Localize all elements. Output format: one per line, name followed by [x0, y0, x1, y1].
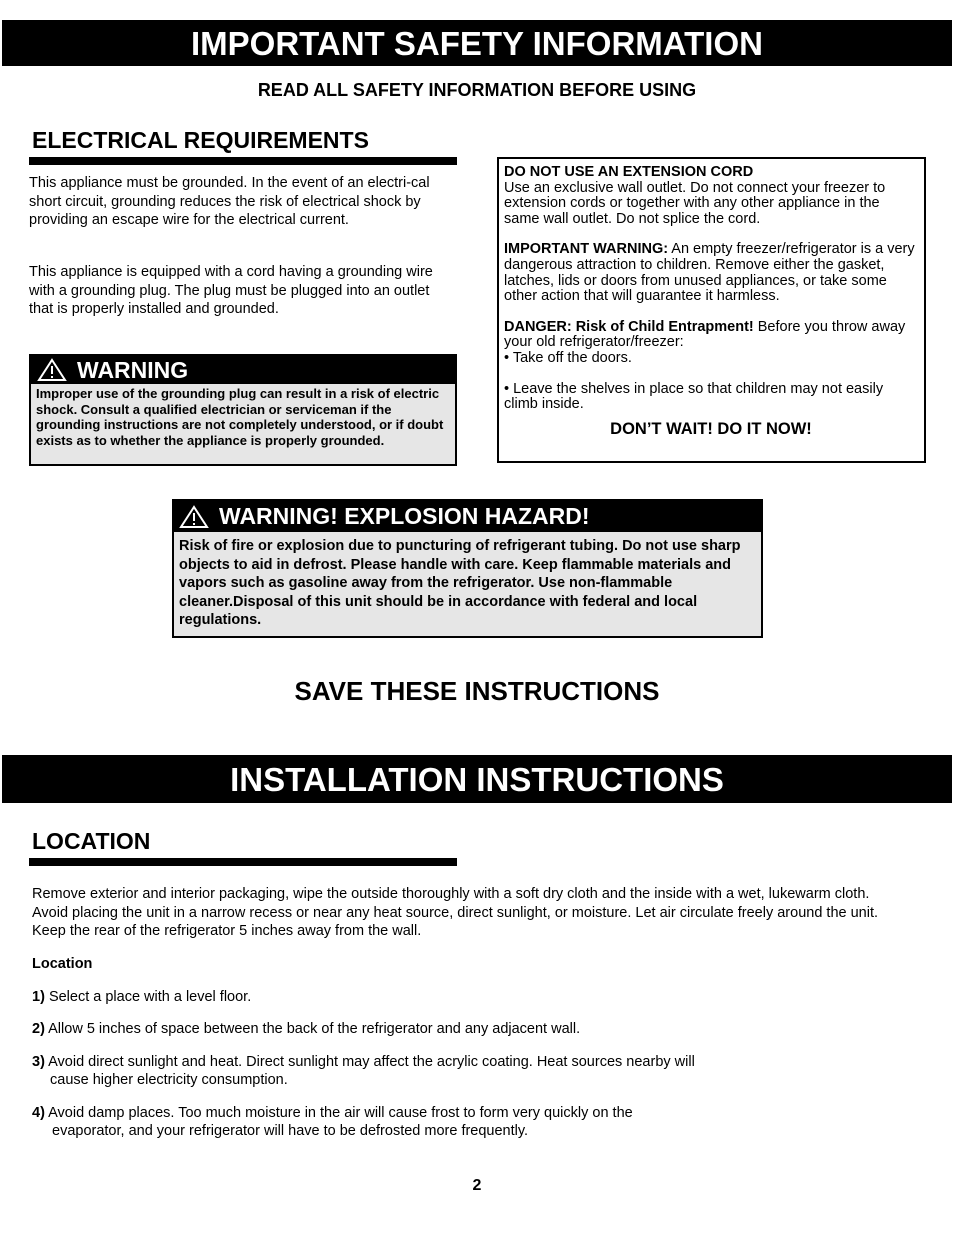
explosion-header — [174, 501, 761, 532]
location-title: LOCATION — [32, 828, 151, 854]
electrical-para-2: This appliance is equipped with a cord having a grounding wire with a grounding plug. The plug must be plugged into an outlet that is properly installed and grounded. — [29, 264, 433, 317]
danger-label: DANGER: Risk of Child Entrapment! — [504, 318, 754, 335]
save-instructions-heading: SAVE THESE INSTRUCTIONS — [294, 676, 660, 706]
location-list-heading: Location — [32, 956, 93, 972]
danger-text: Before you throw away your old refrigerator/freezer: — [504, 318, 906, 351]
warning-header — [31, 356, 455, 384]
location-title-rule — [29, 858, 457, 866]
page-number: 2 — [472, 1177, 482, 1194]
list-item: 4) Avoid damp places. Too much moisture in the air will cause frost to form very quickly on the evaporator, and your refrigerator will have to be defrosted more frequently. — [32, 1104, 633, 1139]
electrical-title-rule — [29, 157, 457, 165]
bullet-doors: • Take off the doors. — [504, 349, 632, 366]
list-item: 3) Avoid direct sunlight and heat. Direct sunlight may affect the acrylic coating. Heat sources nearby will cause higher electricity consumption. — [32, 1053, 695, 1088]
important-warning-label: IMPORTANT WARNING: — [504, 241, 669, 258]
extension-cord-box — [497, 157, 926, 463]
safety-banner: IMPORTANT SAFETY INFORMATION — [2, 20, 952, 66]
cord-heading: DO NOT USE AN EXTENSION CORD — [504, 164, 754, 180]
explosion-warning-box — [172, 499, 763, 638]
location-list — [32, 955, 702, 1141]
location-intro: Remove exterior and interior packaging, wipe the outside thoroughly with a soft dry cloth and the inside with a wet, lukewarm cloth. Avoid placing the unit in a narrow recess or near any heat source, direct sunlight, or moisture. Let air circulate freely around the unit. Keep the rear of the refrigerator 5 inches away from the wall. — [32, 886, 879, 939]
warning-triangle-icon — [37, 358, 67, 382]
warning-triangle-icon — [179, 505, 209, 529]
explosion-text: Risk of fire or explosion due to puncturing of refrigerant tubing. Do not use sharp objects to aid in defrost. Please handle with care. Keep flammable materials and vapors such as gasoline away from the refrigerator. Use non-flammable cleaner.Disposal of this unit should be in accordance with federal and local regulations. — [179, 538, 741, 628]
list-item: 2) Allow 5 inches of space between the back of the refrigerator and any adjacent wall. — [32, 1021, 581, 1037]
bullet-shelves: • Leave the shelves in place so that children may not easily climb inside. — [504, 380, 884, 413]
explosion-title: WARNING! EXPLOSION HAZARD! — [219, 503, 590, 529]
electrical-para-1: This appliance must be grounded. In the event of an electri-cal short circuit, grounding reduces the risk of electrical shock by providing an escape wire for the electrical current. — [29, 175, 430, 228]
list-item: 1) Select a place with a level floor. — [32, 988, 252, 1005]
dont-wait-text: DON’T WAIT! DO IT NOW! — [610, 419, 812, 438]
installation-banner: INSTALLATION INSTRUCTIONS — [2, 755, 952, 803]
electrical-title: ELECTRICAL REQUIREMENTS — [32, 127, 369, 153]
warning-title: WARNING — [77, 356, 189, 383]
cord-text: Use an exclusive wall outlet. Do not connect your freezer to extension cords or together with any other appliance in the same wall outlet. Do not splice the cord. — [504, 179, 886, 227]
important-warning-text: An empty freezer/refrigerator is a very dangerous attraction to children. Remove either the gasket, latches, lids or doors from unused appliances, or take some other action that will guarantee it harmless. — [504, 241, 915, 305]
safety-subheading: READ ALL SAFETY INFORMATION BEFORE USING — [257, 80, 697, 100]
warning-text: Improper use of the grounding plug can result in a risk of electric shock. Consult a qualified electrician or serviceman if the grounding instructions are not completely understood, or if doubt exists as to whether the appliance is properly grounded. — [36, 386, 444, 448]
grounding-warning-box — [29, 354, 457, 466]
